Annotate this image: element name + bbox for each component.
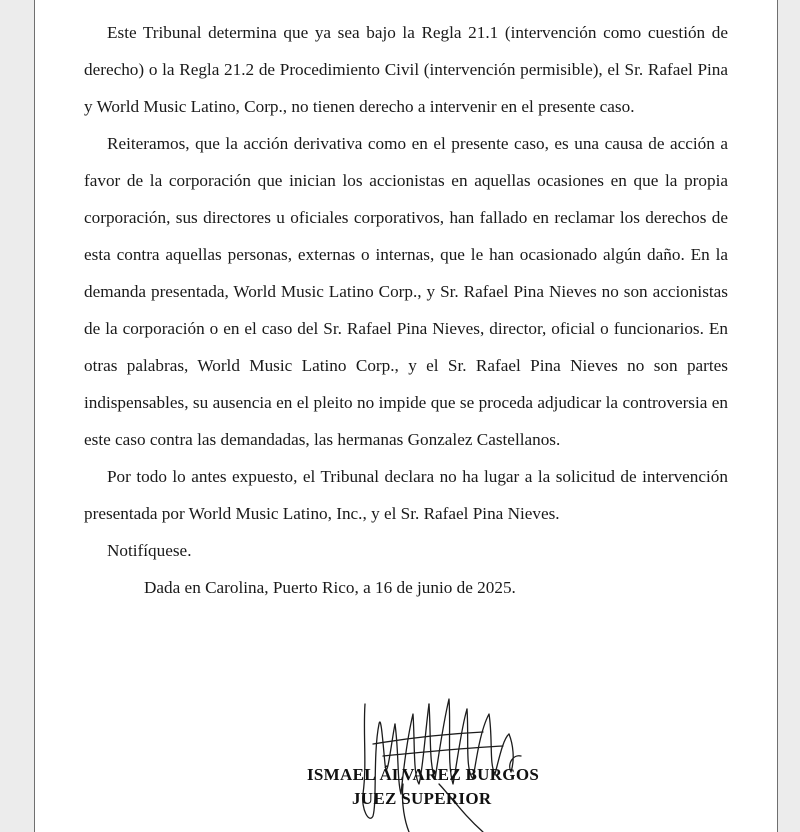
handwritten-signature <box>343 683 543 832</box>
document-body <box>84 14 728 606</box>
paragraph-conclusion: Por todo lo antes expuesto, el Tribunal declara no ha lugar a la solicitud de intervención presentada por World Music Latino, Inc., y el Sr. Rafael Pina Nieves. <box>84 467 728 523</box>
date-line: Dada en Carolina, Puerto Rico, a 16 de junio de 2025. <box>144 578 516 597</box>
paragraph-ruling: Este Tribunal determina que ya sea bajo la Regla 21.1 (intervención como cuestión de derecho) o la Regla 21.2 de Procedimiento Civil (intervención permisible), el Sr. Rafael Pina y World Music Latino, Corp., no tienen derecho a intervenir en el presente caso. <box>84 23 728 116</box>
signer-title: JUEZ SUPERIOR <box>352 789 492 808</box>
signer-name: ISMAEL ÁLVAREZ BURGOS <box>307 765 540 784</box>
document-page <box>34 0 778 832</box>
paragraph-derivative-action: Reiteramos, que la acción derivativa como en el presente caso, es una causa de acción a favor de la corporación que inician los accionistas en aquellas ocasiones en que la propia corporación, sus directores u oficiales corporativos, han fallado en reclamar los derechos de esta contra aquellas personas, externas o internas, que le han ocasionado algún daño. En la demanda presentada, World Music Latino Corp., y Sr. Rafael Pina Nieves no son accionistas de la corporación o en el caso del Sr. Rafael Pina Nieves, director, oficial o funcionarios. En otras palabras, World Music Latino Corp., y el Sr. Rafael Pina Nieves no son partes indispensables, su ausencia en el pleito no impide que se proceda adjudicar la controversia en este caso contra las demandadas, las hermanas Gonzalez Castellanos. <box>84 134 728 449</box>
notification-line: Notifíquese. <box>107 541 192 560</box>
